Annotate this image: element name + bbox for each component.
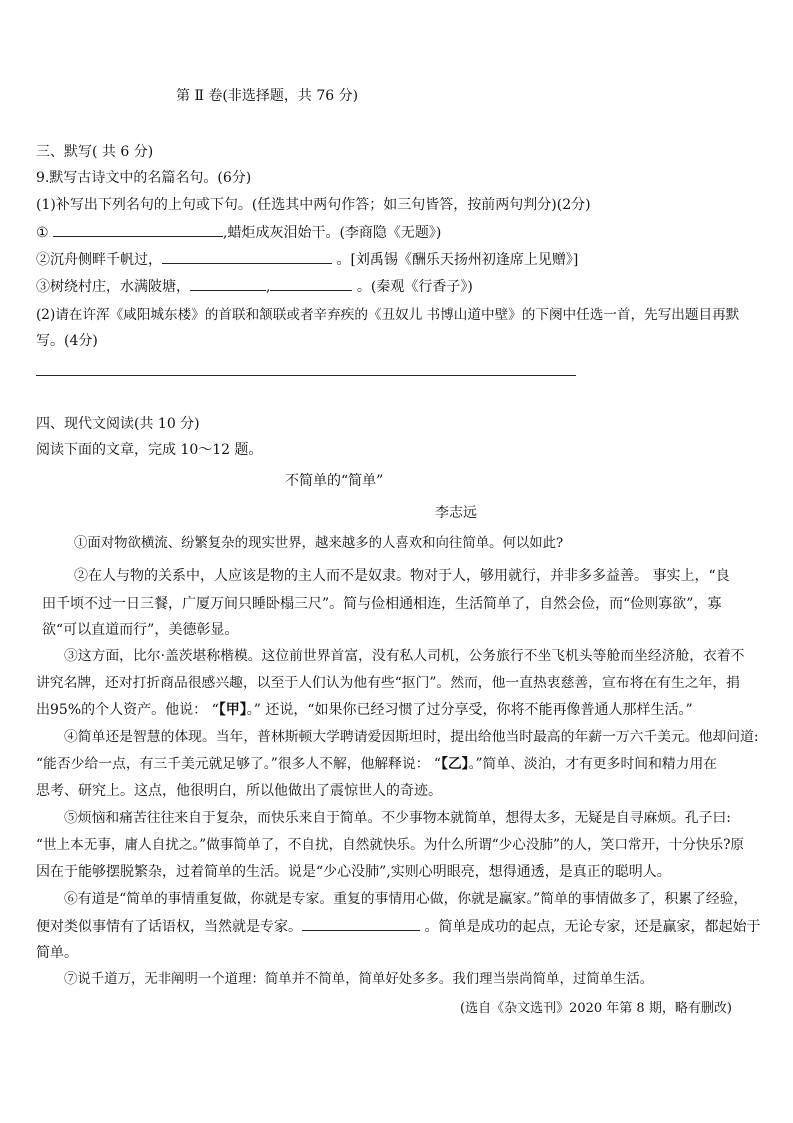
item-3-suffix: 。(秦观《行香子》) (356, 279, 473, 295)
item-1-suffix: ,蜡炬成灰泪始干。(李商隐《无题》) (223, 225, 442, 241)
paragraph-4-line3: 思考、研究上。这点，他很明白，所以他做出了震惊世人的奇迹。 (36, 783, 442, 799)
p3-line3-a: 出95%的个人资产。他说： “ (36, 702, 219, 718)
answer-blank-3a[interactable] (190, 276, 266, 291)
item-2-prefix: ②沉舟侧畔千帆过， (36, 252, 162, 268)
paragraph-6-line1: ⑥有道是“简单的事情重复做，你就是专家。重复的事情用心做，你就是赢家。”简单的事情做多了，积累了经验， (64, 891, 748, 907)
dictation-item-2 (36, 249, 578, 270)
answer-blank-3b[interactable] (270, 276, 352, 291)
paragraph-5-line3: 因在于能够摆脱繁杂，过着简单的生活。说是“少心没肺”,实则心明眼亮，想得通透，是真正的聪明人。 (36, 864, 671, 880)
p6-line2-a: 便对类似事情有了话语权，当然就是专家。 (36, 919, 302, 935)
source-note: (选自《杂文选刊》2020 年第 8 期，略有删改) (460, 1001, 732, 1016)
paragraph-4-line1: ④简单还是智慧的体现。当年，普林斯顿大学聘请爱因斯坦时，提出给他当时最高的年薪一万六千美元。他却问道: (64, 729, 759, 745)
paragraph-2-line2: 田千顷不过一日三餐，广厦万间只睡卧榻三尺”。简与俭相通相连，生活简单了，自然会俭，而“俭则寡欲”，寡 (42, 596, 722, 612)
p4-line2-c: 。”简单、淡泊，才有更多时间和精力用在 (468, 756, 718, 772)
paragraph-4-line2 (36, 754, 717, 774)
paragraph-3-line3 (36, 700, 693, 720)
question-9-part2-line2: 写。(4分) (36, 333, 98, 349)
answer-blank-1[interactable] (53, 222, 223, 237)
question-9-part1: (1)补写出下列名句的上句或下句。(任选其中两句作答；如三句皆答，按前两句判分)(2分) (36, 197, 591, 213)
reading-instruction: 阅读下面的文章，完成 10～12 题。 (36, 442, 263, 458)
dictation-item-3 (36, 276, 473, 297)
p4-line2-a: “能否少给一点，有三千美元就足够了。”很多人不解，他解释说： “ (36, 756, 441, 772)
question-9-part2-line1: (2)请在许浑《咸阳城东楼》的首联和颔联或者辛弃疾的《丑奴儿 书博山道中壁》的下阕中任选一首，先写出题目再默 (36, 307, 740, 323)
paragraph-3-line2: 讲究名牌，还对打折商品很感兴趣，以至于人们认为他有些“抠门”。然而，他一直热衷慈善，宣布将在有生之年，捐 (36, 675, 740, 691)
question-9: 9.默写古诗文中的名篇名句。(6分) (36, 170, 252, 186)
dictation-item-1 (36, 222, 441, 243)
paragraph-7: ⑦说千道万，无非阐明一个道理：简单并不简单，简单好处多多。我们理当崇尚简单，过简单生活。 (64, 972, 654, 987)
blank-jia-label: 【甲】 (218, 702, 247, 718)
section-title: 第 Ⅱ 卷(非选择题，共 76 分) (176, 88, 359, 104)
p6-line2-b: 。简单是成功的起点，无论专家，还是赢家，都起始于 (424, 919, 761, 935)
item-3-prefix: ③树绕村庄，水满陂塘， (36, 279, 190, 295)
article-title: 不简单的“简单” (285, 473, 384, 489)
p3-line3-c: 。” 还说，“如果你已经习惯了过分享受，你将不能再像普通人那样生活。” (246, 702, 693, 718)
paragraph-3-line1: ③这方面，比尔·盖茨堪称楷模。这位前世界首富，没有私人司机，公务旅行不坐飞机头等舱而坐经济舱，衣着不 (64, 648, 745, 664)
reading-heading: 四、现代文阅读(共 10 分) (36, 416, 200, 432)
dictation-heading: 三、默写( 共 6 分) (36, 144, 154, 160)
answer-blank-2[interactable] (162, 249, 332, 264)
answer-blank-p6[interactable] (302, 916, 420, 931)
article-author: 李志远 (435, 505, 477, 521)
paragraph-1: ①面对物欲横流、纷繁复杂的现实世界，越来越多的人喜欢和向往简单。何以如此? (74, 536, 564, 551)
paragraph-6-line3: 简单。 (36, 945, 78, 961)
paragraph-5-line1: ⑤烦恼和痛苦往往来自于复杂，而快乐来自于简单。不少事物本就简单，想得太多，无疑是自寻麻烦。孔子曰: (64, 810, 731, 826)
paragraph-2-line3: 欲“可以直道而行”，美德彰显。 (42, 622, 239, 638)
blank-yi-label: 【乙】 (440, 756, 469, 772)
item-3-mid: , (266, 279, 271, 295)
paragraph-2-line1: ②在人与物的关系中，人应该是物的主人而不是奴隶。物对于人，够用就行，并非多多益善。 事实上，“良 (74, 568, 730, 584)
item-2-suffix: 。[刘禹锡《酬乐天扬州初逢席上见赠》] (336, 252, 579, 268)
answer-line-long[interactable] (36, 375, 576, 376)
item-1-prefix: ① (36, 225, 49, 241)
paragraph-6-line2 (36, 916, 760, 937)
paragraph-5-line2: “世上本无事，庸人自扰之。”做事简单了，不自扰，自然就快乐。为什么所谓“少心没肺”的人，笑口常开，十分快乐?原 (36, 837, 744, 853)
